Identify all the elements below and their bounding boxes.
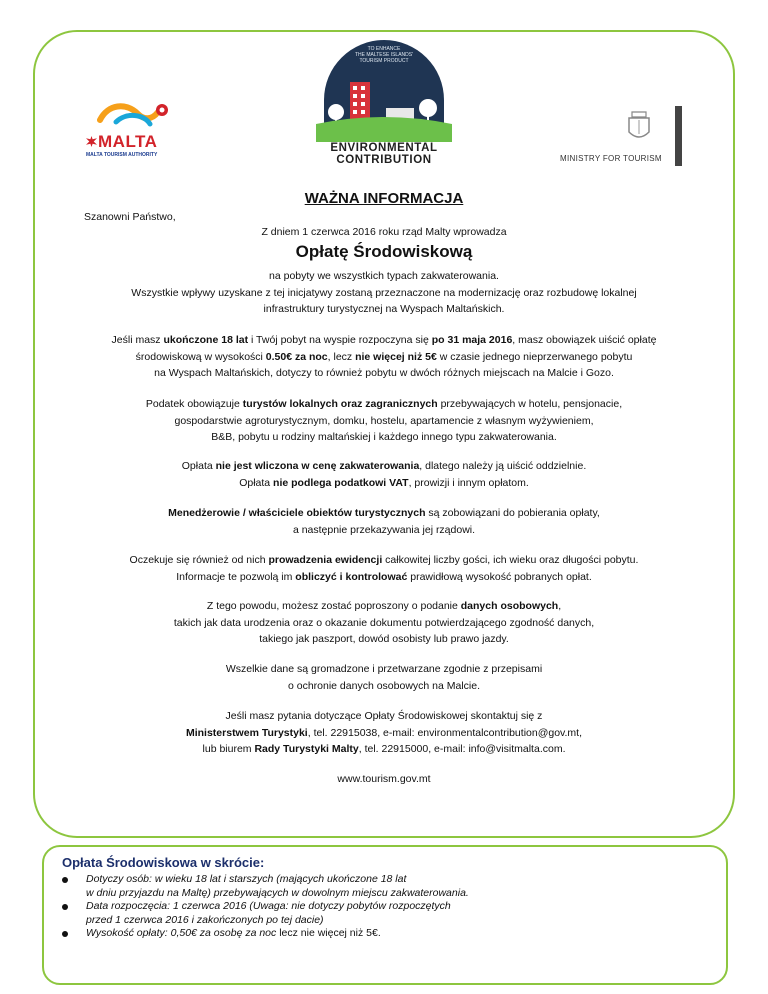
paragraph-records: Oczekuje się również od nich prowadzenia ewidencji całkowitej liczby gości, ich wieku oraz długości pobytu. Informacje te pozwolą im obliczyć i kontrolować prawidłową wysokość pobranych opłat. bbox=[129, 554, 639, 583]
paragraph-contact: Jeśli masz pytania dotyczące Opłaty Środowiskowej skontaktuj się z Ministerstwem Turystyki, tel. 22915038, e-mail: environmentalcontribution@gov.mt, lub biurem Rady Turystyki Malty, tel. 22915000, e-mail: info@visitmalta.com. bbox=[185, 710, 583, 755]
malta-crest-icon bbox=[626, 110, 652, 144]
bullet-icon bbox=[62, 904, 68, 910]
greeting: Szanowni Państwo, bbox=[84, 211, 176, 223]
ministry-label: MINISTRY FOR TOURISM bbox=[560, 154, 662, 163]
malta-authority-label: MALTA TOURISM AUTHORITY bbox=[86, 152, 158, 158]
summary-list bbox=[60, 873, 620, 941]
bullet-icon bbox=[62, 931, 68, 937]
environmental-contribution-logo bbox=[310, 38, 458, 172]
env-caption-line1: TO ENHANCE bbox=[367, 46, 401, 52]
paragraph-not-included: Opłata nie jest wliczona w cenę zakwaterowania, dlatego należy ją uiścić oddzielnie. Opłata nie podlega podatkowi VAT, prowizji i innym opłatom. bbox=[181, 460, 587, 489]
malta-tourism-logo bbox=[86, 100, 186, 172]
paragraph-managers: Menedżerowie / właściciele obiektów turystycznych są zobowiązani do pobierania opłaty, a następnie przekazywania jej rządowi. bbox=[168, 507, 600, 536]
malta-wordmark: MALTA bbox=[98, 132, 158, 151]
intro-line: Z dniem 1 czerwca 2016 roku rząd Malty wprowadza bbox=[261, 226, 507, 238]
bullet-icon bbox=[62, 877, 68, 883]
list-item: Wysokość opłaty: 0,50€ za osobę za noc lecz nie więcej niż 5€. bbox=[60, 927, 620, 941]
env-caption-line2: THE MALTESE ISLANDS' bbox=[354, 52, 414, 58]
main-heading: Opłatę Środowiskową bbox=[295, 242, 473, 261]
env-title-line2: CONTRIBUTION bbox=[336, 154, 432, 166]
paragraph-personal-data: Z tego powodu, możesz zostać poproszony o podanie danych osobowych, takich jak data urodzenia oraz o okazanie dokumentu potwierdzającego zgodność danych, takiego jak paszport, dowód osobisty lub prawo jazdy. bbox=[173, 600, 595, 645]
paragraph-purpose: na pobyty we wszystkich typach zakwaterowania. Wszystkie wpływy uzyskane z tej inicjatywy zostaną przeznaczone na modernizację oraz rozbudowę lokalnej infrastruktury turystycznej na Wyspach Maltańskich. bbox=[131, 270, 637, 315]
ministry-for-tourism-logo bbox=[560, 106, 690, 166]
list-item: Dotyczy osób: w wieku 18 lat i starszych (mających ukończone 18 lat w dniu przyjazdu na Maltę) przebywających w dowolnym miejscu zakwaterowania. bbox=[60, 873, 620, 900]
env-caption-line3: TOURISM PRODUCT bbox=[359, 58, 409, 64]
env-title-line1: ENVIRONMENTAL bbox=[330, 142, 438, 154]
summary-title: Opłata Środowiskowa w skrócie: bbox=[62, 855, 265, 870]
paragraph-eligibility: Jeśli masz ukończone 18 lat i Twój pobyt na wyspie rozpoczyna się po 31 maja 2016, masz obowiązek uiścić opłatę środowiskową w wysokości 0.50€ za noc, lecz nie więcej niż 5€ w czasie jednego nieprzerwanego pobytu na Wyspach Maltańskich, dotyczy to również pobytu w dwóch różnych miejscach na Malcie i Gozo. bbox=[111, 334, 657, 379]
paragraph-data-protection: Wszelkie dane są gromadzone i przetwarzane zgodnie z przepisami o ochronie danych osobowych na Malcie. bbox=[225, 663, 543, 692]
ministry-bar bbox=[675, 106, 682, 166]
notice-title: WAŻNA INFORMACJA bbox=[304, 190, 464, 207]
paragraph-applies-to: Podatek obowiązuje turystów lokalnych oraz zagranicznych przebywających w hotelu, pensjonacie, gospodarstwie agroturystycznym, domku, hostelu, apartamencie z własnym wyżywieniem, B&B, pobytu u rodziny maltańskiej i każdego innego typu zakwaterowania. bbox=[145, 398, 623, 443]
website-link[interactable]: www.tourism.gov.mt bbox=[337, 773, 431, 785]
list-item: Data rozpoczęcia: 1 czerwca 2016 (Uwaga: nie dotyczy pobytów rozpoczętych przed 1 czerwca 2016 i zakończonych po tej dacie) bbox=[60, 900, 620, 927]
maltese-cross-icon bbox=[86, 136, 97, 147]
